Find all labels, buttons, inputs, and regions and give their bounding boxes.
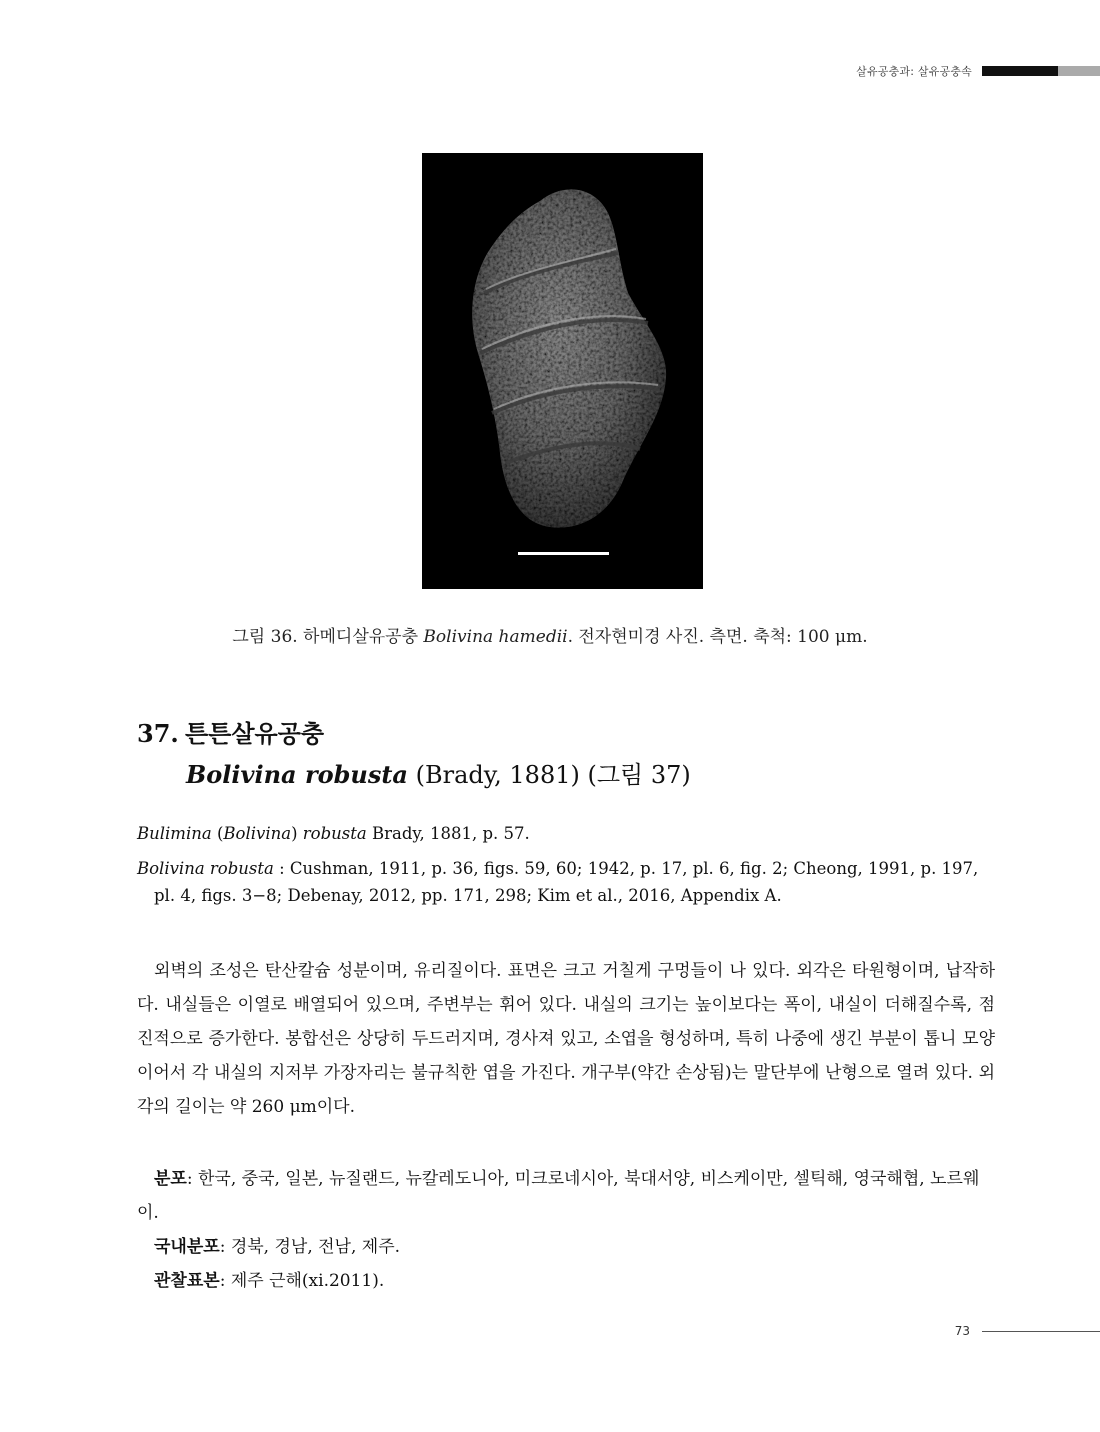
page-footer <box>955 1324 1100 1338</box>
scale-bar <box>518 552 609 555</box>
synonym-entry: Bulimina (Bolivina) robusta Brady, 1881, p. 57. <box>137 824 530 843</box>
specimen-shell <box>472 189 666 527</box>
synonymy-list <box>137 820 987 917</box>
distribution-label: 분포 <box>154 1169 187 1189</box>
specimen-label: 관찰표본 <box>154 1271 220 1291</box>
observed-specimen: 관찰표본: 제주 근해(xi.2011). <box>154 1271 385 1291</box>
domestic-distribution: 국내분포: 경북, 경남, 전남, 제주. <box>154 1237 401 1257</box>
header-bar-dark <box>982 66 1058 76</box>
figure-caption: 그림 36. 하메디살유공충 Bolivina hamedii. 전자현미경 사진. 측면. 축척: 100 μm. <box>232 627 868 647</box>
species-heading <box>137 714 691 790</box>
footer-rule <box>982 1331 1100 1332</box>
synonym-entry: Bolivina robusta : Cushman, 1911, p. 36, figs. 59, 60; 1942, p. 17, pl. 6, fig. 2; Cheong, 1991, p. 197, pl. 4, figs. 3−8; Debenay, 2012, pp. 171, 298; Kim et al., 2016, Appendix A. <box>137 859 979 905</box>
sem-figure <box>422 153 703 589</box>
sem-specimen-image <box>422 153 703 589</box>
figure-reference: (그림 37) <box>587 761 691 789</box>
distribution: 분포: 한국, 중국, 일본, 뉴질랜드, 뉴칼레도니아, 미크로네시아, 북대서양, 비스케이만, 셀틱해, 영국해협, 노르웨이. <box>137 1169 980 1223</box>
page-number: 73 <box>954 1324 970 1338</box>
running-title: 살유공충과: 살유공충속 <box>856 65 972 78</box>
species-number: 37. <box>137 719 179 748</box>
scientific-name: Bolivina robusta <box>186 760 408 789</box>
korean-name: 튼튼살유공충 <box>185 719 325 748</box>
authority: (Brady, 1881) <box>415 761 580 789</box>
domestic-label: 국내분포 <box>154 1237 220 1257</box>
caption-species-name: Bolivina hamedii <box>423 627 568 647</box>
distribution-block <box>137 1162 995 1298</box>
description-paragraph: 외벽의 조성은 탄산칼슘 성분이며, 유리질이다. 표면은 크고 거칠게 구멍들이 나 있다. 외각은 타원형이며, 납작하다. 내실들은 이열로 배열되어 있으며, 주변부는 휘어 있다. 내실의 크기는 높이보다는 폭이, 내실이 더해질수록, 점진적으로 증가한다. 봉합선은 상당히 두드러지며, 경사져 있고, 소엽을 형성하며, 특히 나중에 생긴 부분이 톱니 모양이어서 각 내실의 지저부 가장자리는 불규칙한 엽을 가진다. 개구부(약간 손상됨)는 말단부에 난형으로 열려 있다. 외각의 길이는 약 260 μm이다. <box>137 961 995 1117</box>
running-head <box>856 64 1100 78</box>
header-bar-light <box>1058 66 1100 76</box>
